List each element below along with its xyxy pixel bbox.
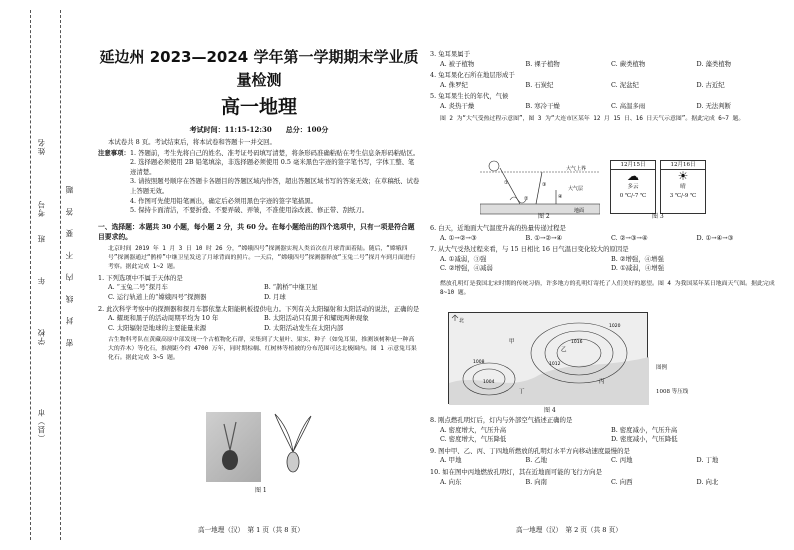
fig2-label-atm: 大气层 <box>568 186 584 192</box>
question-10: 10. 如在图中丙地燃放孔明灯，其在近地面可能的飞行方向是 <box>430 468 602 477</box>
q8-option-b[interactable]: B. 密度减小，气压升高 <box>611 425 678 434</box>
fossil-sketch-drawing <box>273 412 313 482</box>
q3-option-d[interactable]: D. 藻类植物 <box>696 59 732 68</box>
legend-isobar: 1008 等压线 <box>656 389 689 396</box>
q1-option-b[interactable]: B. “鹊桥”中继卫星 <box>264 283 318 292</box>
weather-desc-15: 多云 <box>627 184 639 191</box>
q1-options-row2 <box>98 293 420 303</box>
q7-option-b[interactable]: B. ②增强，④增强 <box>611 254 664 263</box>
q4-option-c[interactable]: C. 泥盆纪 <box>611 80 639 89</box>
q3-options <box>430 60 782 70</box>
question-7: 7. 从大气受热过程来看，与 15 日相比 16 日气温日变化较大的原因是 <box>430 245 629 254</box>
q7-option-a[interactable]: A. ①减弱，③强 <box>440 254 487 263</box>
passage-4: 燃放孔明灯是我国北宋时期的传统习俗，许多地方的孔明灯寄托了人们美好的愿望。图 4 为我国某年某日地面天气图。据此完成 8~10 题。 <box>440 281 775 296</box>
fig2-marker-4: ④ <box>558 194 563 200</box>
isobar-1012: 1012 <box>549 362 561 367</box>
q6-option-c[interactable]: C. ②→③→④ <box>611 233 648 242</box>
figure-4 <box>448 312 648 404</box>
q8-options-row1 <box>430 426 782 436</box>
note-item: 4. 作图可先使用铅笔画出，确定后必须用黑色字迹的签字笔描黑。 <box>129 196 318 205</box>
q3-option-c[interactable]: C. 蕨类植物 <box>611 59 646 68</box>
fossil-drawing <box>206 412 261 482</box>
note-item: 5. 保持卡面清洁，不要折叠、不要弄破、弄皱，不准使用涂改液、修正带、刮纸刀。 <box>129 206 369 215</box>
passage-2: 古生物科考队在黄藏高原中部发现一个古植物化石群，采集到了大量叶、果实、种子（如兔耳果，推测该树种是一种高大的乔木）等化石，推测距今约 4700 万年，同时期棕榈、红树林等植被的分布范围可达北极圈内。图 1 示意兔耳果化石。据此完成 3~5 题。 <box>108 337 417 362</box>
legend-title: 图例 <box>656 365 668 371</box>
question-5: 5. 兔耳果生长的年代，气候 <box>430 92 509 101</box>
seal-line-text: 密 封 线 内 不 要 答 题 <box>65 180 74 347</box>
q10-options <box>430 478 782 488</box>
exam-subject: 高一地理 <box>220 96 297 118</box>
q2-option-d[interactable]: D. 太阳活动发生在太阳内部 <box>264 323 344 332</box>
q2-option-a[interactable]: A. 耀斑和黑子的活动周期平均为 10 年 <box>108 314 219 323</box>
fig2-label-ground: 地面 <box>574 208 585 214</box>
notes-label: 注意事项： <box>98 148 130 157</box>
fig2-marker-3: ③ <box>542 182 547 188</box>
figure-1-caption: 图 1 <box>255 487 267 494</box>
place-yi: 乙 <box>561 347 567 353</box>
q1-options-row1 <box>98 283 420 293</box>
page-1 <box>98 0 420 550</box>
q7-options-row2 <box>430 264 782 274</box>
q7-options-row1 <box>430 255 782 265</box>
fossil-sketch <box>273 412 313 482</box>
q5-option-c[interactable]: C. 高温多雨 <box>611 102 646 111</box>
q9-option-a[interactable]: A. 甲地 <box>440 456 462 465</box>
q5-options <box>430 102 782 112</box>
note-item: 1. 答题前，考生先将自己的姓名、准考证号码填写清楚，将条形码准确粘贴在考生信息条形码粘贴区。 <box>129 148 420 157</box>
grade-label: 年 <box>37 276 46 285</box>
q9-options <box>430 456 782 466</box>
q10-option-a[interactable]: A. 向东 <box>440 477 462 486</box>
question-8: 8. 刚点燃孔明灯后，灯内与外部空气描述正确的是 <box>430 416 573 424</box>
isobar-1008: 1008 <box>473 360 485 365</box>
binding-strip <box>0 0 92 550</box>
question-6: 6. 白天，近地面大气温度升高的热量传递过程是 <box>430 224 566 232</box>
q8-options-row2 <box>430 435 782 445</box>
q6-options <box>430 234 782 244</box>
cloud-icon: ☁ <box>627 169 639 184</box>
q1-option-a[interactable]: A. “玉兔二号”探月车 <box>108 283 168 292</box>
section-heading: 一、选择题：本题共 30 小题，每小题 2 分，共 60 分。在每小题给出的四个选项中，只有一项是符合题目要求的。 <box>98 222 415 242</box>
weather-date-16: 12月16日 <box>661 161 705 170</box>
q1-option-d[interactable]: D. 月球 <box>264 293 286 302</box>
question-9: 9. 图中甲、乙、丙、丁四地所燃放的孔明灯水平方向移动速度最慢的是 <box>430 446 630 455</box>
binding-line-outer <box>30 10 31 540</box>
weather-temp-15: 0 ℃/-7 ℃ <box>619 192 647 199</box>
figure-3-caption: 图 3 <box>652 213 664 220</box>
q4-option-b[interactable]: B. 石炭纪 <box>525 80 554 89</box>
binding-line-inner <box>60 10 61 540</box>
fig2-marker-2: ② <box>524 196 529 202</box>
north-label: 北 <box>459 318 465 324</box>
weather-desc-16: 晴 <box>680 184 686 191</box>
isobar-1016: 1016 <box>571 340 583 345</box>
fig2-marker-1: ① <box>504 180 509 186</box>
q8-option-d[interactable]: D. 密度减小，气压降低 <box>611 435 678 444</box>
notes-intro: 本试卷共 8 页。考试结束后，将本试卷和答题卡一并交回。 <box>108 138 276 146</box>
q9-option-b[interactable]: B. 乙地 <box>525 456 548 465</box>
q6-option-d[interactable]: D. ①→④→③ <box>696 233 734 242</box>
q10-option-d[interactable]: D. 向北 <box>696 477 719 486</box>
question-2: 2. 此次科学考察中的探测器和探月车都依靠太阳能帆板提供电力。下列有关太阳辐射和太阳活动的说法，正确的是 <box>98 304 420 313</box>
figure-4-legend <box>656 364 688 397</box>
q9-option-d[interactable]: D. 丁地 <box>696 456 719 465</box>
q7-option-c[interactable]: C. ②增强，④减弱 <box>440 264 493 273</box>
atmosphere-diagram <box>480 160 600 216</box>
place-jia: 甲 <box>509 339 515 345</box>
q5-option-d[interactable]: D. 无法判断 <box>696 102 732 111</box>
q10-option-b[interactable]: B. 向南 <box>525 477 548 486</box>
q4-option-d[interactable]: D. 古近纪 <box>696 80 725 89</box>
fossil-photo <box>206 412 261 482</box>
passage-3: 图 2 为“大气受热过程示意图”，图 3 为“大连市区某年 12 月 15 日、16 日天气示意图”。据此完成 6~7 题。 <box>440 115 745 122</box>
q6-q7-block <box>430 222 782 298</box>
q2-option-b[interactable]: B. 太阳活动只有黑子和耀斑两种现象 <box>264 314 369 323</box>
page-2 <box>430 0 782 550</box>
q8-option-c[interactable]: C. 密度增大，气压降低 <box>440 435 507 444</box>
q1-option-c[interactable]: C. 运行轨道上的“嫦娥四号”探测器 <box>108 293 207 302</box>
figure-3 <box>610 160 706 214</box>
footer-page-2: 高一地理（汉） 第 2 页（共 8 页） <box>516 526 622 535</box>
figure-4-caption: 图 4 <box>544 407 556 414</box>
footer-page-1: 高一地理（汉） 第 1 页（共 8 页） <box>198 526 304 535</box>
number-label: 考号 <box>37 200 46 217</box>
weather-date-15: 12月15日 <box>611 161 655 170</box>
q6-option-a[interactable]: A. ①→②→③ <box>440 233 477 242</box>
note-item: 2. 选择题必须使用 2B 铅笔填涂，非选择题必须使用 0.5 毫米黑色字迹的签字笔书写，字体工整、笔迹清楚。 <box>129 158 415 176</box>
q2-options-row2 <box>98 324 420 334</box>
q3-option-b[interactable]: B. 裸子植物 <box>525 59 560 68</box>
sun-icon: ☀ <box>677 169 689 184</box>
question-3: 3. 兔耳果属于 <box>430 50 471 58</box>
name-label: 姓名 <box>37 138 46 155</box>
q8-option-a[interactable]: A. 密度增大，气压升高 <box>440 425 507 434</box>
note-item: 3. 请按照题号顺序在答题卡各题目的答题区域内作答，超出答题区域书写的答案无效；在草稿纸、试卷上答题无效。 <box>129 177 420 196</box>
figure-2 <box>480 160 600 216</box>
q2-option-c[interactable]: C. 太阳辐射是地球的主要能量来源 <box>108 323 207 332</box>
weather-temp-16: 3 ℃/-9 ℃ <box>669 192 697 199</box>
isobar-map <box>449 313 649 405</box>
q3-option-a[interactable]: A. 被子植物 <box>440 59 475 68</box>
isobar-1004: 1004 <box>483 380 495 385</box>
notes-block <box>98 149 420 216</box>
exam-meta: 考试时间：11:15-12:30 总分：100分 <box>189 124 329 134</box>
fig2-label-top: 大气上界 <box>566 166 587 172</box>
q4-options <box>430 81 782 91</box>
class-label: 班 <box>37 234 46 243</box>
passage-1: 北京时间 2019 年 1 月 3 日 10 时 26 分，“嫦娥四号”探测器实现人类首次在月球背面着陆。随后，“嫦娥四号”探测器通过“鹊桥”中继卫星发送了月球背面的照片。一天后，“嫦娥四号”探测器释放“玉兔二号”探月车到月面进行考察。据此完成 1~2 题。 <box>108 246 416 270</box>
question-4: 4. 兔耳果化石所在地层形成于 <box>430 71 515 80</box>
q2-options-row1 <box>98 314 420 324</box>
place-ding: 丁 <box>519 389 525 395</box>
q7-option-d[interactable]: D. ①减弱，④增强 <box>611 264 665 273</box>
question-1: 1. 下列选项中不属于天体的是 <box>98 273 183 282</box>
q8-q10-block <box>430 414 782 487</box>
q6-option-b[interactable]: B. ①→②→④ <box>525 233 563 242</box>
isobar-1020: 1020 <box>609 324 621 329</box>
q5-option-a[interactable]: A. 炎热干燥 <box>440 102 475 111</box>
weather-card-15 <box>610 160 656 214</box>
weather-card-16 <box>660 160 706 214</box>
q9-option-c[interactable]: C. 丙地 <box>611 456 633 465</box>
school-label: 学校 <box>37 328 46 345</box>
city-label: （县）市 <box>37 408 46 442</box>
exam-title: 延边州 2023—2024 学年第一学期期末学业质量检测 <box>99 48 419 89</box>
q4-option-a[interactable]: A. 侏罗纪 <box>440 80 468 89</box>
figure-2-caption: 图 2 <box>538 213 550 220</box>
q5-option-b[interactable]: B. 寒冷干燥 <box>525 102 560 111</box>
place-bing: 丙 <box>599 379 605 385</box>
q10-option-c[interactable]: C. 向西 <box>611 477 633 486</box>
